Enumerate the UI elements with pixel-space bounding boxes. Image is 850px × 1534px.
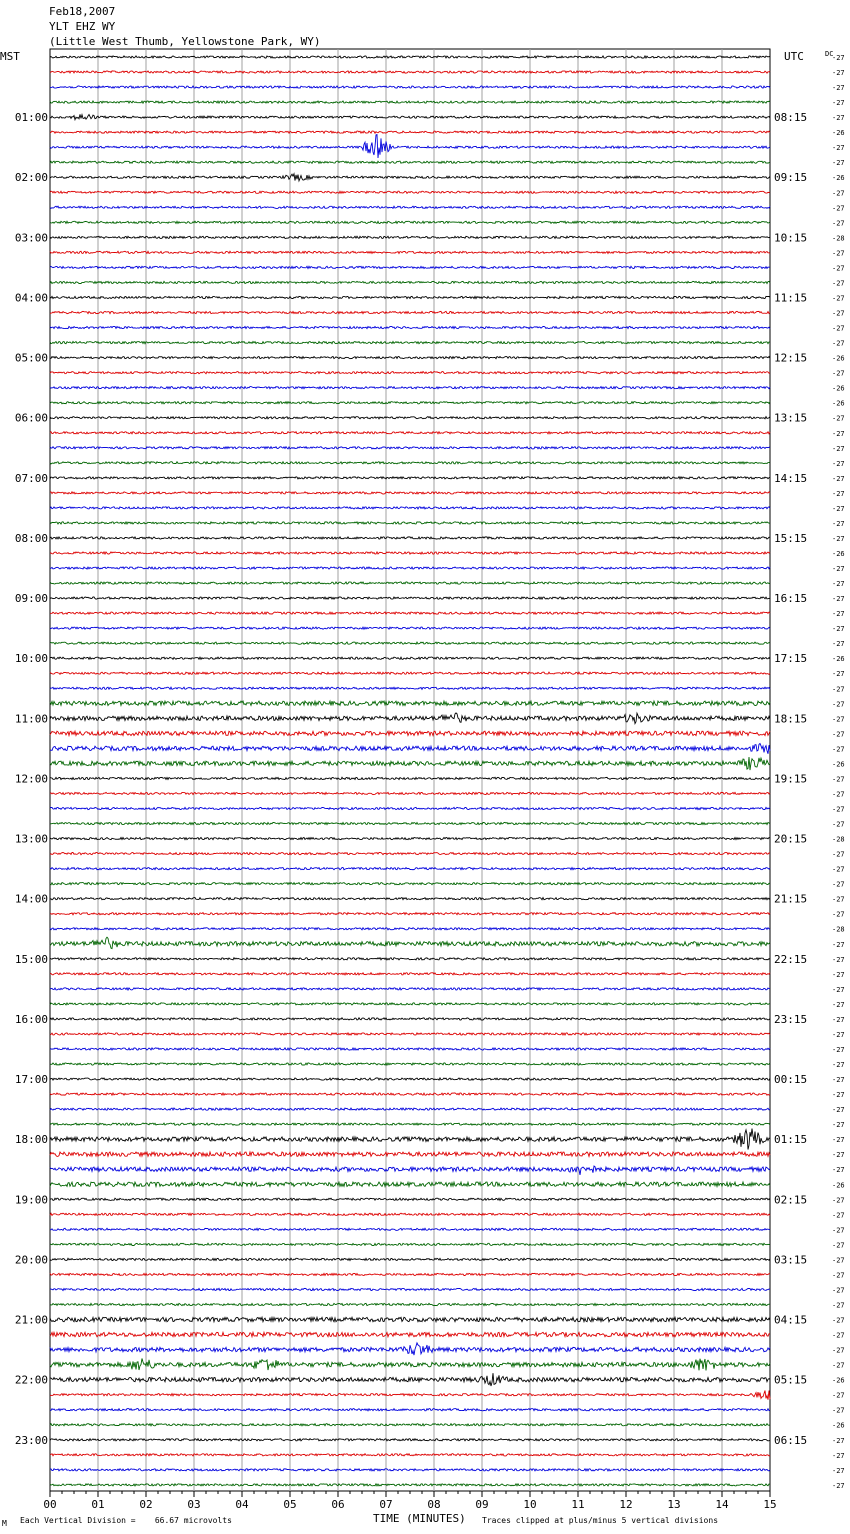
dc-offset-value: -27: [832, 910, 845, 919]
seismic-trace: [50, 928, 770, 930]
seismic-trace: [50, 447, 770, 449]
dc-offset-value: -27: [832, 1226, 845, 1235]
seismic-trace: [50, 71, 770, 73]
right-hour-label: 15:15: [774, 531, 808, 545]
dc-offset-value: -26: [832, 760, 845, 769]
seismic-trace: [50, 567, 770, 569]
left-hour-label: 19:00: [14, 1193, 48, 1207]
seismic-trace: [50, 131, 770, 133]
seismic-trace: [50, 1228, 770, 1230]
seismic-trace: [50, 657, 770, 659]
dc-offset-value: -27: [832, 444, 845, 453]
scale-note: Each Vertical Division = 66.67 microvolts: [20, 1516, 232, 1525]
seismic-trace: [50, 1332, 770, 1336]
dc-offset-value: -27: [832, 414, 845, 423]
left-hour-label: 22:00: [14, 1373, 48, 1387]
seismic-trace: [50, 958, 770, 960]
seismic-trace: [50, 372, 770, 374]
dc-offset-value: -27: [832, 1061, 845, 1070]
left-hour-label: 11:00: [14, 712, 48, 726]
x-tick-label: 13: [667, 1498, 681, 1511]
seismic-trace: [50, 206, 770, 208]
dc-offset-value: -27: [832, 1136, 845, 1145]
dc-offset-value: -26: [832, 1376, 845, 1385]
dc-offset-value: -27: [832, 69, 845, 78]
dc-offset-value: -27: [832, 985, 845, 994]
right-hour-label: 10:15: [774, 231, 808, 245]
dc-offset-value: -26: [832, 384, 845, 393]
seismic-trace: [50, 1243, 770, 1245]
dc-offset-value: -27: [832, 670, 845, 679]
dc-offset-value: -27: [832, 1030, 845, 1039]
right-hour-label: 11:15: [774, 291, 808, 305]
dc-offset-value: -26: [832, 399, 845, 408]
seismic-trace: [50, 1409, 770, 1411]
dc-offset-value: -27: [832, 504, 845, 513]
dc-offset-value: -27: [832, 685, 845, 694]
dc-offset-value: -26: [832, 1181, 845, 1190]
dc-offset-value: -27: [832, 1286, 845, 1295]
seismic-trace: [50, 1182, 770, 1186]
dc-offset-value: -27: [832, 895, 845, 904]
x-tick-label: 01: [91, 1498, 105, 1511]
dc-offset-value: -27: [832, 219, 845, 228]
seismic-trace: [50, 1003, 770, 1005]
dc-offset-value: -27: [832, 970, 845, 979]
x-tick-label: 11: [571, 1498, 585, 1511]
dc-offset-value: -27: [832, 790, 845, 799]
dc-offset-value: -27: [832, 880, 845, 889]
seismic-trace: [50, 1063, 770, 1065]
seismic-trace: [50, 1439, 770, 1441]
seismic-trace: [50, 898, 770, 900]
x-tick-label: 09: [475, 1498, 489, 1511]
dc-offset-value: -27: [832, 459, 845, 468]
right-hour-label: 21:15: [774, 892, 808, 906]
dc-offset-value: -27: [832, 1091, 845, 1100]
seismic-trace: [50, 326, 770, 328]
left-hour-label: 02:00: [14, 171, 48, 185]
dc-offset-value: -27: [832, 159, 845, 168]
right-hour-label: 18:15: [774, 712, 808, 726]
seismic-trace: [50, 1129, 770, 1150]
seismic-trace: [50, 1303, 770, 1305]
dc-offset-value: -27: [832, 1301, 845, 1310]
dc-offset-value: -27: [832, 294, 845, 303]
dc-offset-value: -28: [832, 925, 845, 934]
station-code: YLT EHZ WY: [49, 20, 116, 33]
dc-offset-value: -27: [832, 1331, 845, 1340]
right-hour-label: 05:15: [774, 1373, 808, 1387]
seismic-trace: [50, 1048, 770, 1050]
dc-offset-value: -27: [832, 700, 845, 709]
chart-date: Feb18,2007: [49, 5, 116, 18]
seismic-trace: [50, 114, 770, 119]
seismic-trace: [50, 1424, 770, 1426]
right-hour-label: 01:15: [774, 1133, 808, 1147]
x-tick-label: 12: [619, 1498, 633, 1511]
x-tick-label: 08: [427, 1498, 441, 1511]
dc-offset-value: -27: [832, 1166, 845, 1175]
left-hour-label: 21:00: [14, 1313, 48, 1327]
dc-offset-value: -27: [832, 805, 845, 814]
left-hour-label: 03:00: [14, 231, 48, 245]
dc-offset-value: -27: [832, 1241, 845, 1250]
seismic-trace: [50, 1454, 770, 1456]
seismic-trace: [50, 757, 770, 770]
seismic-trace: [50, 1484, 770, 1486]
seismic-trace: [50, 807, 770, 809]
left-hour-label: 18:00: [14, 1133, 48, 1147]
dc-offset-value: -26: [832, 655, 845, 664]
seismic-trace: [50, 135, 770, 158]
dc-offset-value: -27: [832, 489, 845, 498]
dc-offset-value: -27: [832, 1271, 845, 1280]
dc-offset-value: -27: [832, 595, 845, 604]
seismic-trace: [50, 744, 770, 754]
dc-offset-value: -27: [832, 1391, 845, 1400]
right-hour-label: 02:15: [774, 1193, 808, 1207]
seismic-trace: [50, 537, 770, 539]
seismic-trace: [50, 1373, 770, 1386]
seismic-trace: [50, 672, 770, 674]
station-location: (Little West Thumb, Yellowstone Park, WY): [49, 35, 321, 48]
seismic-trace: [50, 417, 770, 419]
dc-offset-value: -27: [832, 955, 845, 964]
seismic-trace: [50, 597, 770, 599]
seismic-trace: [50, 913, 770, 915]
seismic-trace: [50, 582, 770, 584]
dc-offset-value: -28: [832, 835, 845, 844]
seismic-trace: [50, 174, 770, 181]
seismic-trace: [50, 822, 770, 824]
seismic-trace: [50, 281, 770, 283]
seismic-trace: [50, 701, 770, 705]
right-hour-label: 19:15: [774, 772, 808, 786]
left-hour-label: 08:00: [14, 531, 48, 545]
dc-offset-value: -27: [832, 1436, 845, 1445]
seismic-trace: [50, 1343, 770, 1355]
seismic-trace: [50, 402, 770, 404]
x-tick-label: 15: [763, 1498, 777, 1511]
dc-offset-value: -27: [832, 1361, 845, 1370]
seismic-trace: [50, 357, 770, 359]
seismic-trace: [50, 1033, 770, 1035]
x-tick-label: 04: [235, 1498, 249, 1511]
dc-offset-value: -27: [832, 580, 845, 589]
dc-offset-value: -27: [832, 474, 845, 483]
seismic-trace: [50, 937, 770, 948]
dc-offset-value: -27: [832, 625, 845, 634]
seismic-trace: [50, 236, 770, 238]
seismic-trace: [50, 687, 770, 689]
dc-offset-value: -26: [832, 1421, 845, 1430]
seismic-trace: [50, 432, 770, 434]
dc-offset-value: -26: [832, 174, 845, 183]
right-hour-label: 00:15: [774, 1073, 808, 1087]
left-hour-label: 07:00: [14, 471, 48, 485]
right-hour-label: 08:15: [774, 111, 808, 125]
x-axis-title: TIME (MINUTES): [373, 1512, 466, 1525]
dc-offset-value: -27: [832, 264, 845, 273]
dc-offset-value: -27: [832, 1346, 845, 1355]
dc-offset-value: -27: [832, 715, 845, 724]
seismic-trace: [50, 86, 770, 88]
dc-offset-value: -27: [832, 84, 845, 93]
dc-offset-value: -27: [832, 730, 845, 739]
dc-offset-value: -27: [832, 820, 845, 829]
dc-offset-value: -27: [832, 1316, 845, 1325]
dc-offset-value: -27: [832, 565, 845, 574]
seismic-trace: [50, 777, 770, 779]
seismic-trace: [50, 1108, 770, 1110]
seismic-trace: [50, 161, 770, 163]
seismic-trace: [50, 1198, 770, 1200]
x-tick-label: 06: [331, 1498, 345, 1511]
x-tick-label: 05: [283, 1498, 297, 1511]
left-hour-label: 16:00: [14, 1012, 48, 1026]
left-hour-label: 10:00: [14, 652, 48, 666]
dc-offset-value: -27: [832, 429, 845, 438]
dc-offset-value: -27: [832, 640, 845, 649]
right-hour-label: 13:15: [774, 411, 808, 425]
left-hour-label: 17:00: [14, 1073, 48, 1087]
dc-offset-value: -27: [832, 1481, 845, 1490]
left-hour-label: 04:00: [14, 291, 48, 305]
seismic-trace: [50, 1093, 770, 1095]
dc-offset-value: -27: [832, 865, 845, 874]
dc-offset-value: -27: [832, 1451, 845, 1460]
dc-offset-value: -26: [832, 129, 845, 138]
dc-offset-value: -27: [832, 1406, 845, 1415]
corner-mark: M: [2, 1519, 7, 1528]
x-tick-label: 14: [715, 1498, 729, 1511]
right-hour-label: 16:15: [774, 592, 808, 606]
left-hour-label: 09:00: [14, 592, 48, 606]
seismic-trace: [50, 1258, 770, 1260]
seismic-trace: [50, 642, 770, 644]
seismic-trace: [50, 1078, 770, 1080]
dc-offset-value: -27: [832, 1106, 845, 1115]
right-hour-label: 23:15: [774, 1012, 808, 1026]
right-hour-label: 03:15: [774, 1253, 808, 1267]
left-hour-label: 13:00: [14, 832, 48, 846]
seismic-trace: [50, 988, 770, 990]
seismic-trace: [50, 1152, 770, 1156]
seismic-trace: [50, 1166, 770, 1175]
seismic-trace: [50, 266, 770, 268]
seismic-trace: [50, 522, 770, 524]
dc-offset-value: -27: [832, 1466, 845, 1475]
left-hour-label: 12:00: [14, 772, 48, 786]
x-tick-label: 00: [43, 1498, 57, 1511]
seismic-trace: [50, 191, 770, 193]
dc-offset-value: -27: [832, 339, 845, 348]
right-hour-label: 20:15: [774, 832, 808, 846]
right-hour-label: 09:15: [774, 171, 808, 185]
right-hour-label: 17:15: [774, 652, 808, 666]
dc-offset-value: -27: [832, 1045, 845, 1054]
dc-offset-value: -27: [832, 534, 845, 543]
dc-offset-value: -27: [832, 99, 845, 108]
x-tick-label: 03: [187, 1498, 201, 1511]
left-hour-label: 14:00: [14, 892, 48, 906]
dc-offset-value: -27: [832, 309, 845, 318]
seismic-trace: [50, 1123, 770, 1125]
dc-offset-value: -27: [832, 1151, 845, 1160]
x-tick-label: 02: [139, 1498, 153, 1511]
dc-offset-value: -27: [832, 850, 845, 859]
right-hour-label: 14:15: [774, 471, 808, 485]
seismic-trace: [50, 342, 770, 344]
right-hour-label: 22:15: [774, 952, 808, 966]
dc-offset-label: DC: [825, 50, 834, 58]
seismic-trace: [50, 492, 770, 494]
right-hour-label: 06:15: [774, 1433, 808, 1447]
left-timezone-label: MST: [0, 50, 20, 63]
seismic-trace: [50, 853, 770, 855]
dc-offset-value: -27: [832, 324, 845, 333]
dc-offset-value: -27: [832, 940, 845, 949]
seismic-trace: [50, 792, 770, 794]
left-hour-label: 20:00: [14, 1253, 48, 1267]
dc-offset-value: -27: [832, 1211, 845, 1220]
dc-offset-value: -27: [832, 610, 845, 619]
dc-offset-value: -27: [832, 519, 845, 528]
dc-offset-value: -27: [832, 249, 845, 258]
seismic-trace: [50, 251, 770, 253]
dc-offset-value: -27: [832, 1076, 845, 1085]
left-hour-label: 15:00: [14, 952, 48, 966]
seismic-trace: [50, 477, 770, 479]
seismic-trace: [50, 552, 770, 554]
left-hour-label: 05:00: [14, 351, 48, 365]
dc-offset-value: -27: [832, 1015, 845, 1024]
seismic-trace: [50, 1273, 770, 1275]
seismic-trace: [50, 296, 770, 298]
clip-note: Traces clipped at plus/minus 5 vertical divisions: [482, 1516, 719, 1525]
seismic-trace: [50, 973, 770, 975]
left-hour-label: 01:00: [14, 111, 48, 125]
left-hour-label: 23:00: [14, 1433, 48, 1447]
x-tick-label: 10: [523, 1498, 537, 1511]
seismic-trace: [50, 612, 770, 614]
seismic-trace: [50, 883, 770, 885]
dc-offset-value: -27: [832, 369, 845, 378]
seismic-trace: [50, 221, 770, 223]
dc-offset-value: -26: [832, 549, 845, 558]
dc-offset-value: -27: [832, 54, 845, 62]
seismic-trace: [50, 1359, 770, 1371]
dc-offset-value: -27: [832, 189, 845, 198]
seismic-trace: [50, 507, 770, 509]
left-hour-label: 06:00: [14, 411, 48, 425]
seismic-trace: [50, 731, 770, 735]
dc-offset-value: -26: [832, 354, 845, 363]
seismic-trace: [50, 56, 770, 58]
x-tick-label: 07: [379, 1498, 393, 1511]
seismic-trace: [50, 101, 770, 103]
dc-offset-value: -27: [832, 144, 845, 153]
seismic-trace: [50, 868, 770, 870]
seismic-trace: [50, 1317, 770, 1321]
right-hour-label: 04:15: [774, 1313, 808, 1327]
right-hour-label: 12:15: [774, 351, 808, 365]
dc-offset-value: -27: [832, 1000, 845, 1009]
seismic-trace: [50, 387, 770, 389]
seismic-trace: [50, 311, 770, 313]
seismic-trace: [50, 1469, 770, 1471]
dc-offset-value: -27: [832, 1121, 845, 1130]
seismic-trace: [50, 462, 770, 464]
dc-offset-value: -27: [832, 114, 845, 123]
seismic-trace: [50, 1018, 770, 1020]
dc-offset-value: -27: [832, 204, 845, 213]
dc-offset-value: -27: [832, 1256, 845, 1265]
dc-offset-value: -27: [832, 1196, 845, 1205]
dc-offset-value: -27: [832, 775, 845, 784]
seismic-trace: [50, 1288, 770, 1290]
seismic-trace: [50, 627, 770, 629]
dc-offset-value: -27: [832, 745, 845, 754]
seismic-trace: [50, 713, 770, 724]
dc-offset-value: -28: [832, 234, 845, 243]
seismic-trace: [50, 1391, 770, 1400]
right-timezone-label: UTC: [784, 50, 804, 63]
dc-offset-value: -27: [832, 279, 845, 288]
seismic-trace: [50, 838, 770, 840]
seismic-trace: [50, 1213, 770, 1215]
